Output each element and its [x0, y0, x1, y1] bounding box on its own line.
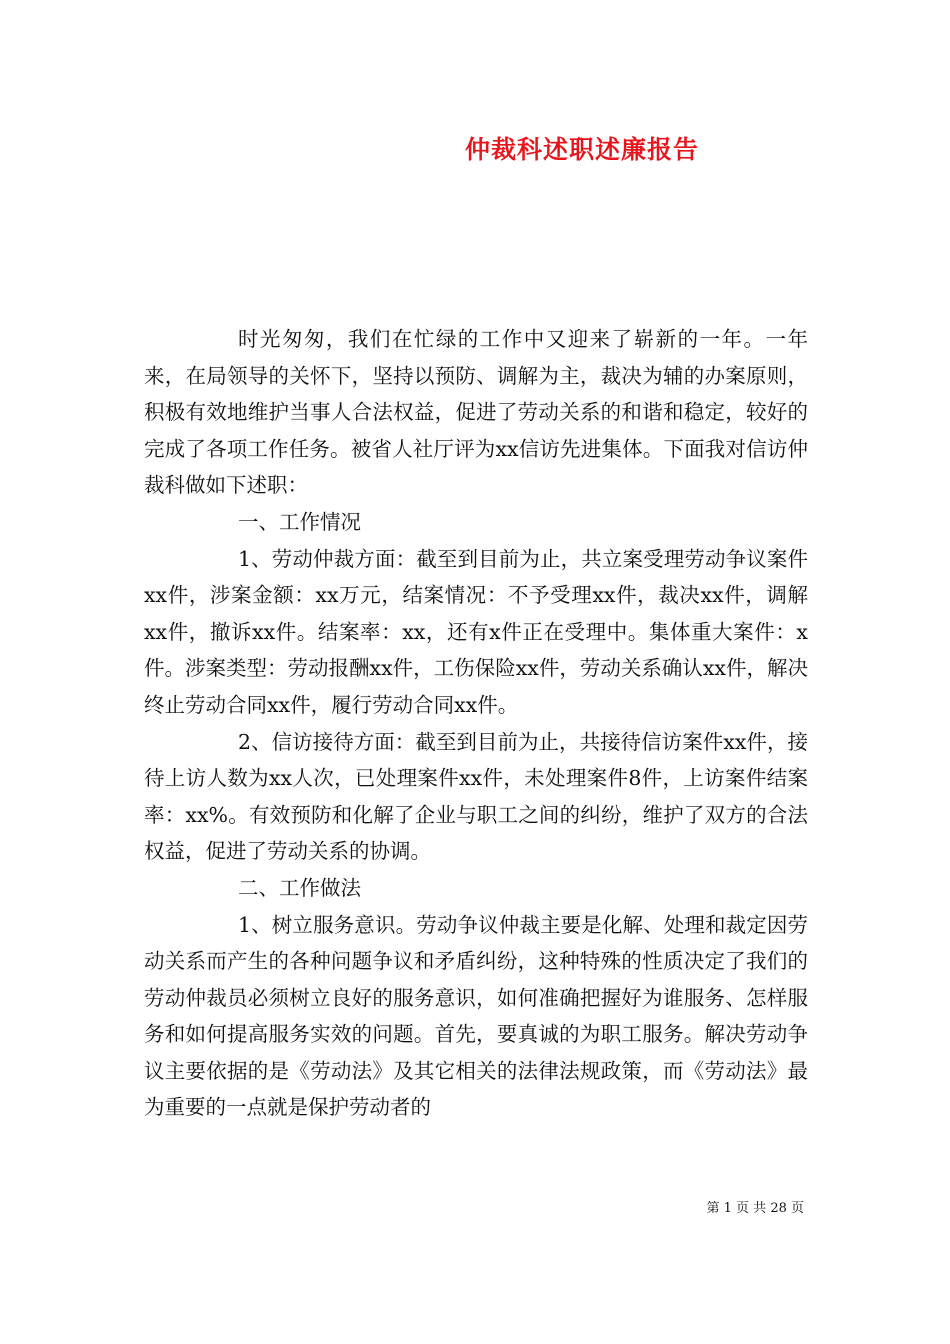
document-body	[144, 321, 808, 1126]
paragraph-intro: 时光匆匆，我们在忙绿的工作中又迎来了崭新的一年。一年来，在局领导的关怀下，坚持以预防、调解为主，裁决为辅的办案原则，积极有效地维护当事人合法权益，促进了劳动关系的和谐和稳定，较好的完成了各项工作任务。被省人社厅评为xx信访先进集体。下面我对信访仲裁科做如下述职：	[144, 327, 808, 498]
page-number-footer: 第 1 页 共 28 页	[706, 1201, 804, 1216]
paragraph-labor-arbitration: 1、劳动仲裁方面：截至到目前为止，共立案受理劳动争议案件xx件，涉案金额：xx万元，结案情况：不予受理xx件，裁决xx件，调解xx件，撤诉xx件。结案率：xx，还有x件正在受理中。集体重大案件：x件。涉案类型：劳动报酬xx件，工伤保险xx件，劳动关系确认xx件，解决终止劳动合同xx件，履行劳动合同xx件。	[144, 546, 808, 717]
paragraph-service-awareness: 1、树立服务意识。劳动争议仲裁主要是化解、处理和裁定因劳动关系而产生的各种问题争议和矛盾纠纷，这种特殊的性质决定了我们的劳动仲裁员必须树立良好的服务意识，如何准确把握好为谁服务、怎样服务和如何提高服务实效的问题。首先，要真诚的为职工服务。解决劳动争议主要依据的是《劳动法》及其它相关的法律法规政策，而《劳动法》最为重要的一点就是保护劳动者的	[144, 912, 808, 1120]
section-heading-work-situation: 一、工作情况	[238, 509, 361, 534]
paragraph-petition-reception: 2、信访接待方面：截至到目前为止，共接待信访案件xx件，接待上访人数为xx人次，已处理案件xx件，未处理案件8件，上访案件结案率：xx%。有效预防和化解了企业与职工之间的纠纷，维护了双方的合法权益，促进了劳动关系的协调。	[144, 729, 808, 864]
document-title: 仲裁科述职述廉报告	[464, 135, 699, 164]
section-heading-work-methods: 二、工作做法	[238, 875, 361, 900]
